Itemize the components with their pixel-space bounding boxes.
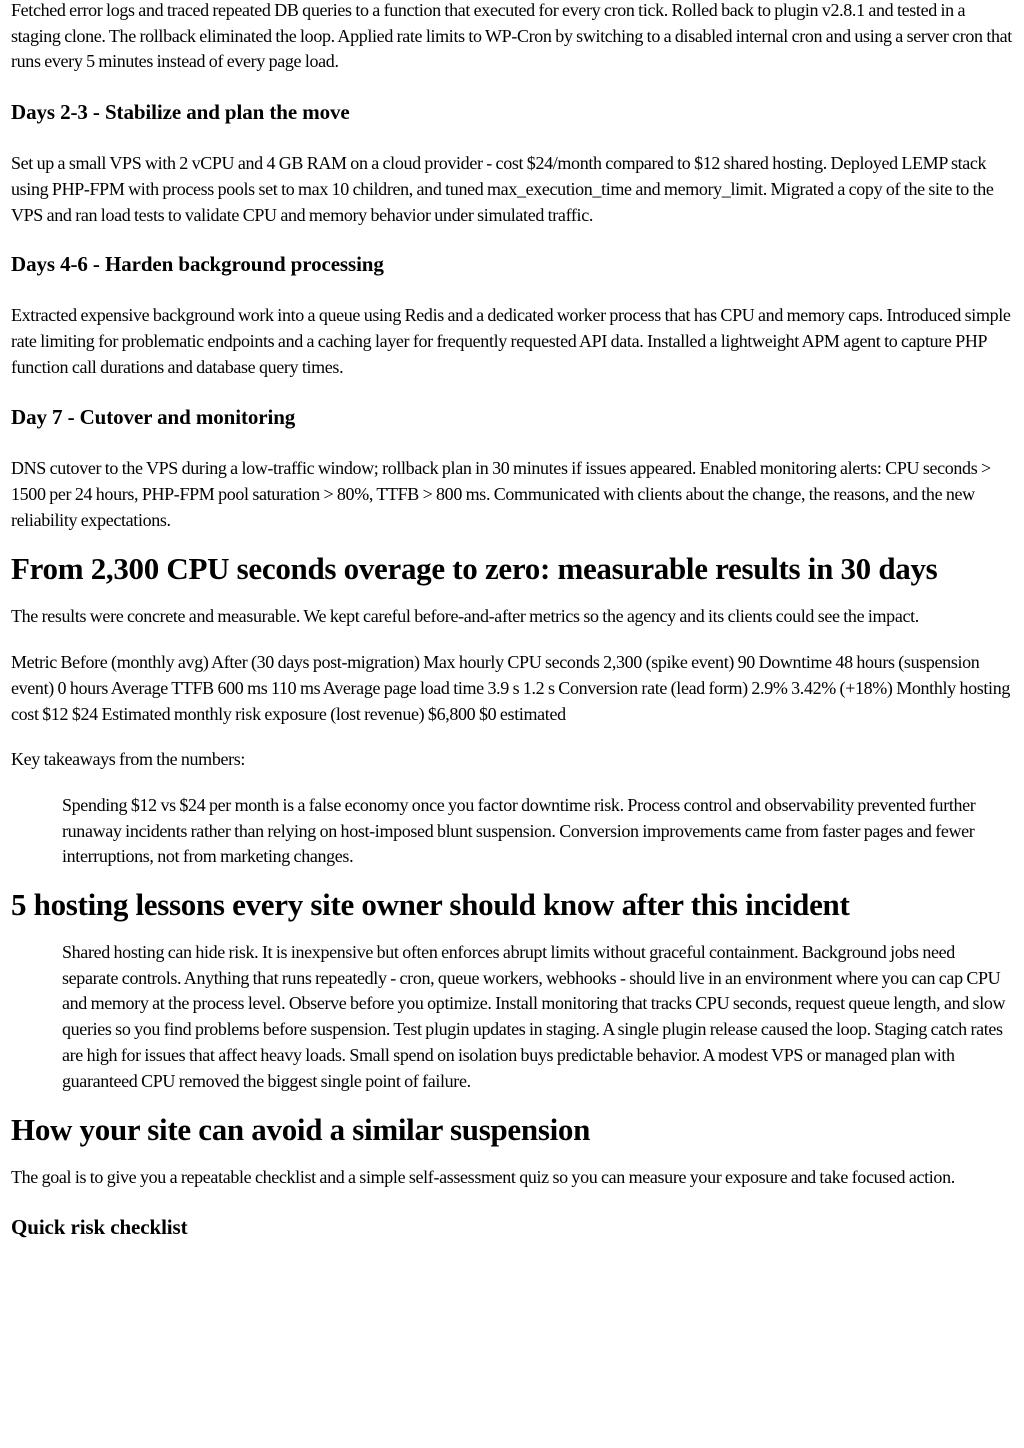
results-intro: The results were concrete and measurable. We kept careful before-and-after metrics so the agency and its clients could see the impact. xyxy=(11,606,919,627)
lessons-quote-text: Shared hosting can hide risk. It is inexpensive but often enforces abrupt limits without graceful containment. Background jobs need separate controls. Anything that runs repeatedly - cron, queue workers, webhooks - should live in an environment where you can cap CPU and memory at the process level. Observe before you optimize. Install monitoring that tracks CPU seconds, request queue length, and slow queries so you find problems before suspension. Test plugin updates in staging. A single plugin release caused the loop. Staging catch rates are high for issues that affect heavy loads. Small spend on isolation buys predictable behavior. A modest VPS or managed plan with guaranteed CPU removed the biggest single point of failure. xyxy=(62,942,1006,1091)
takeaways-quote-text: Spending $12 vs $24 per month is a false economy once you factor downtime risk. Process control and observability prevented further runaway incidents rather than relying on host-imposed blunt suspension. Conversion improvements came from faster pages and fewer interruptions, not from marketing changes. xyxy=(62,794,976,867)
takeaways-quote xyxy=(62,793,1014,870)
lessons-quote xyxy=(62,940,1014,1094)
results-heading: From 2,300 CPU seconds overage to zero: measurable results in 30 days xyxy=(11,551,938,587)
day-7-body: DNS cutover to the VPS during a low-traffic window; rollback plan in 30 minutes if issues appeared. Enabled monitoring alerts: CPU seconds > 1500 per 24 hours, PHP-FPM pool saturation > 80%, TTFB > 800 ms. Communicated with clients about the change, the reasons, and the new reliability expectations. xyxy=(11,458,991,530)
day-7-heading: Day 7 - Cutover and monitoring xyxy=(11,405,296,430)
quick-risk-checklist-heading: Quick risk checklist xyxy=(11,1214,188,1239)
intro-paragraph: Fetched error logs and traced repeated DB queries to a function that executed for every cron tick. Rolled back to plugin v2.8.1 and tested in a staging clone. The rollback eliminated the loop. Applied rate limits to WP-Cron by switching to a disabled internal cron and using a server cron that runs every 5 minutes instead of every page load. xyxy=(11,0,1012,72)
days-2-3-body: Set up a small VPS with 2 vCPU and 4 GB RAM on a cloud provider - cost $24/month compared to $12 shared hosting. Deployed LEMP stack using PHP-FPM with process pools set to max 10 children, and tuned max_execution_time and memory_limit. Migrated a copy of the site to the VPS and ran load tests to validate CPU and memory behavior under simulated traffic. xyxy=(11,153,994,225)
takeaways-label: Key takeaways from the numbers: xyxy=(11,749,246,770)
days-4-6-body: Extracted expensive background work into a queue using Redis and a dedicated worker process that has CPU and memory caps. Introduced simple rate limiting for problematic endpoints and a caching layer for frequently requested API data. Installed a lightweight APM agent to capture PHP function call durations and database query times. xyxy=(11,305,1011,377)
lessons-heading: 5 hosting lessons every site owner should know after this incident xyxy=(11,887,850,923)
avoid-body: The goal is to give you a repeatable checklist and a simple self-assessment quiz so you can measure your exposure and take focused action. xyxy=(11,1167,955,1188)
days-4-6-heading: Days 4-6 - Harden background processing xyxy=(11,252,384,277)
avoid-heading: How your site can avoid a similar suspension xyxy=(11,1112,591,1148)
days-2-3-heading: Days 2-3 - Stabilize and plan the move xyxy=(11,100,350,125)
results-metrics-text: Metric Before (monthly avg) After (30 days post-migration) Max hourly CPU seconds 2,300 (spike event) 90 Downtime 48 hours (suspension event) 0 hours Average TTFB 600 ms 110 ms Average page load time 3.9 s 1.2 s Conversion rate (lead form) 2.9% 3.42% (+18%) Monthly hosting cost $12 $24 Estimated monthly risk exposure (lost revenue) $6,800 $0 estimated xyxy=(11,652,1010,724)
